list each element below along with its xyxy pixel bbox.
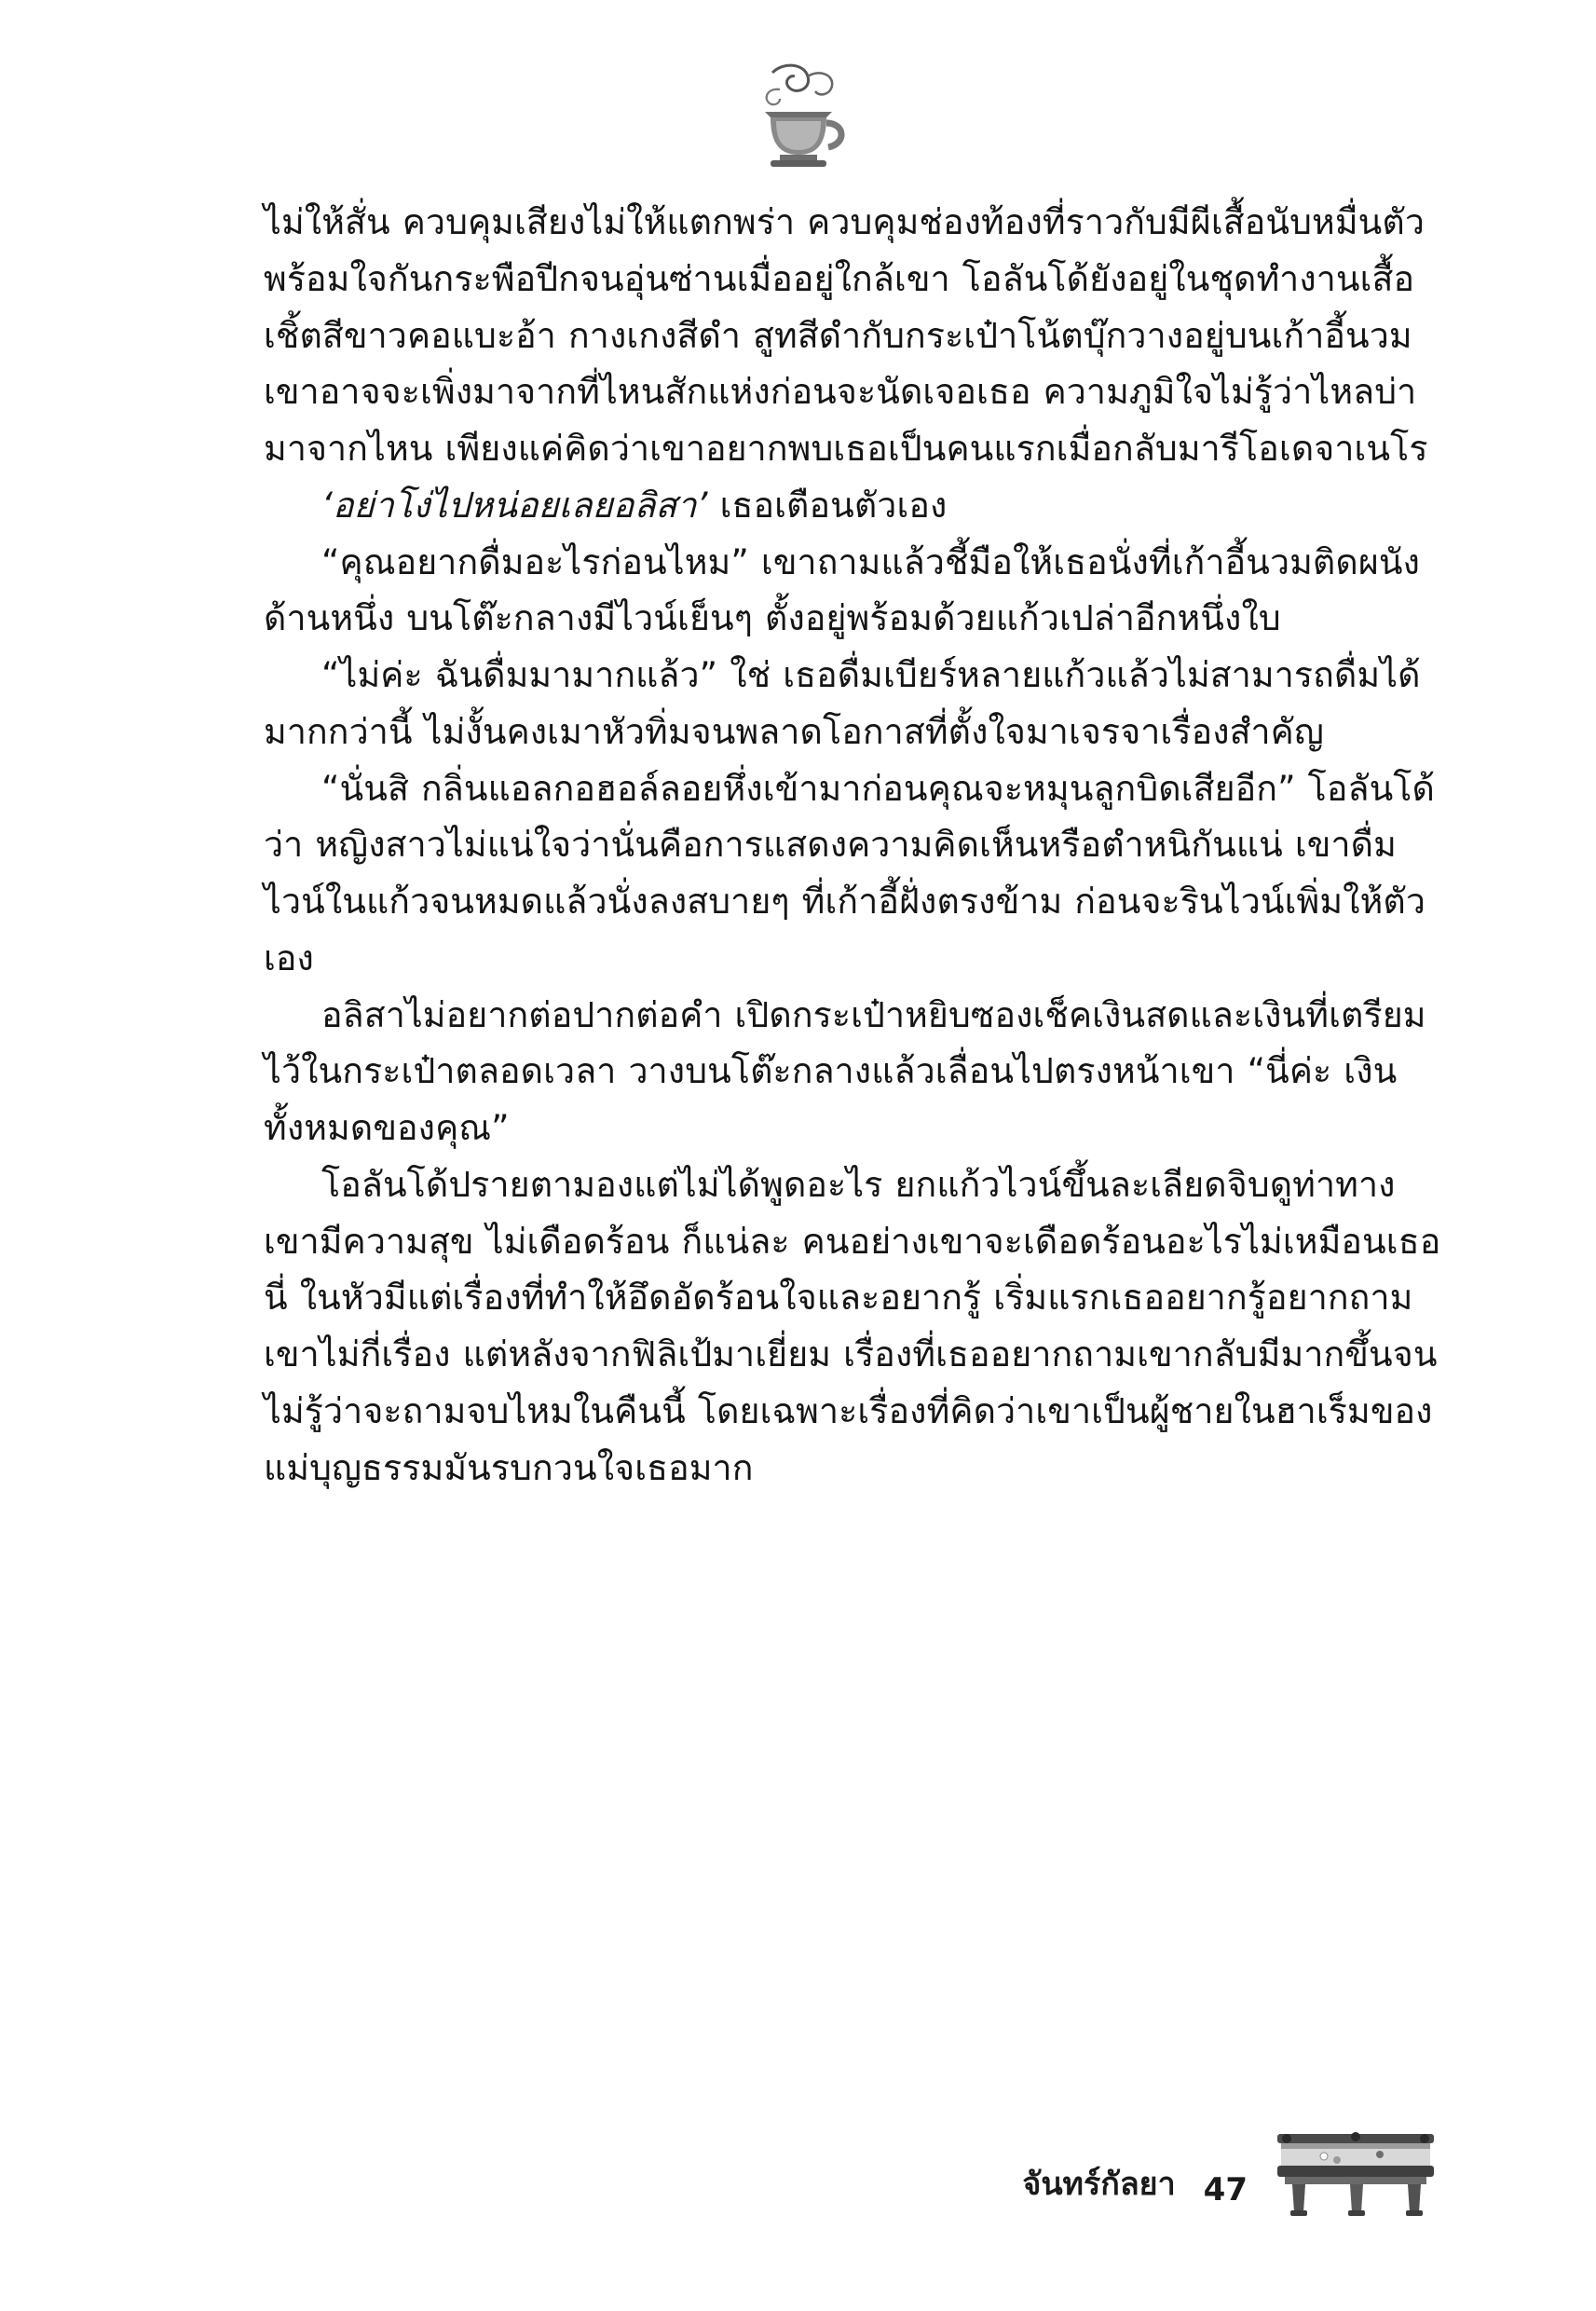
- page-footer: [0, 2099, 1596, 2229]
- paragraph-7: โอลันโด้ปรายตามองแต่ไม่ได้พูดอะไร ยกแก้วไวน์ขึ้นละเลียดจิบดูท่าทางเขามีความสุข ไม่เดือดร้อน ก็แน่ละ คนอย่างเขาจะเดือดร้อนอะไรไม่เหมือนเธอนี่ ในหัวมีแต่เรื่องที่ทำให้อึดอัดร้อนใจและอยากรู้ เริ่มแรกเธออยากรู้อยากถามเขาไม่กี่เรื่อง แต่หลังจากฟิลิเป้มาเยี่ยม เรื่องที่เธออยากถามเขากลับมีมากขึ้นจนไม่รู้ว่าจะถามจบไหมในคืนนี้ โดยเฉพาะเรื่องที่คิดว่าเขาเป็นผู้ชายในฮาเร็มของแม่บุญธรรมมันรบกวนใจเธอมาก: [264, 1163, 1441, 1488]
- footer-inner: [1022, 2108, 1445, 2229]
- paragraph-1: ไม่ให้สั่น ควบคุมเสียงไม่ให้แตกพร่า ควบคุมช่องท้องที่ราวกับมีผีเสื้อนับหมื่นตัวพร้อมใจกันกระพือปีกจนอุ่นซ่านเมื่ออยู่ใกล้เขา โอลันโด้ยังอยู่ในชุดทำงานเสื้อเชิ้ตสีขาวคอแบะอ้า กางเกงสีดำ สูทสีดำกับกระเป๋าโน้ตบุ๊กวางอยู่บนเก้าอี้นวม เขาอาจจะเพิ่งมาจากที่ไหนสักแห่งก่อนจะนัดเจอเธอ ความภูมิใจไม่รู้ว่าไหลบ่ามาจากไหน เพียงแค่คิดว่าเขาอยากพบเธอเป็นคนแรกเมื่อกลับมารีโอเดจาเนโร: [264, 201, 1428, 469]
- header-ornament: [0, 58, 1596, 179]
- paragraph-2: [264, 477, 1445, 534]
- paragraph-2-rest: เธอเตือนตัวเอง: [707, 484, 948, 526]
- page-body-text: [264, 194, 1445, 1496]
- paragraph-4: “ไม่ค่ะ ฉันดื่มมามากแล้ว” ใช่ เธอดื่มเบียร์หลายแก้วแล้วไม่สามารถดื่มได้มากกว่านี้ ไม่งั้นคงเมาหัวทิ่มจนพลาดโอกาสที่ตั้งใจมาเจรจาเรื่องสำคัญ: [264, 654, 1421, 752]
- footer-book-title: จันทร์กัลยา: [1022, 2166, 1176, 2203]
- inner-thought-quote: ‘อย่าโง่ไปหน่อยเลยอลิสา’: [321, 484, 708, 526]
- billiard-table-icon: [1268, 2108, 1445, 2229]
- paragraph-3: “คุณอยากดื่มอะไรก่อนไหม” เขาถามแล้วชี้มือให้เธอนั่งที่เก้าอี้นวมติดผนังด้านหนึ่ง บนโต๊ะกลางมีไวน์เย็นๆ ตั้งอยู่พร้อมด้วยแก้วเปล่าอีกหนึ่งใบ: [264, 540, 1421, 639]
- footer-art: [1268, 2108, 1445, 2229]
- paragraph-5: “นั่นสิ กลิ่นแอลกอฮอล์ลอยหึ่งเข้ามาก่อนคุณจะหมุนลูกบิดเสียอีก” โอลันโด้ว่า หญิงสาวไม่แน่ใจว่านั่นคือการแสดงความคิดเห็นหรือตำหนิกันแน่ เขาดื่มไวน์ในแก้วจนหมดแล้วนั่งลงสบายๆ ที่เก้าอี้ฝั่งตรงข้าม ก่อนจะรินไวน์เพิ่มให้ตัวเอง: [264, 767, 1435, 978]
- paragraph-6: อลิสาไม่อยากต่อปากต่อคำ เปิดกระเป๋าหยิบซองเช็คเงินสดและเงินที่เตรียมไว้ในกระเป๋าตลอดเวลา วางบนโต๊ะกลางแล้วเลื่อนไปตรงหน้าเขา “นี่ค่ะ เงินทั้งหมดของคุณ”: [264, 993, 1426, 1148]
- page-number: 47: [1203, 2171, 1248, 2208]
- lamp-ornament-icon: [715, 58, 882, 170]
